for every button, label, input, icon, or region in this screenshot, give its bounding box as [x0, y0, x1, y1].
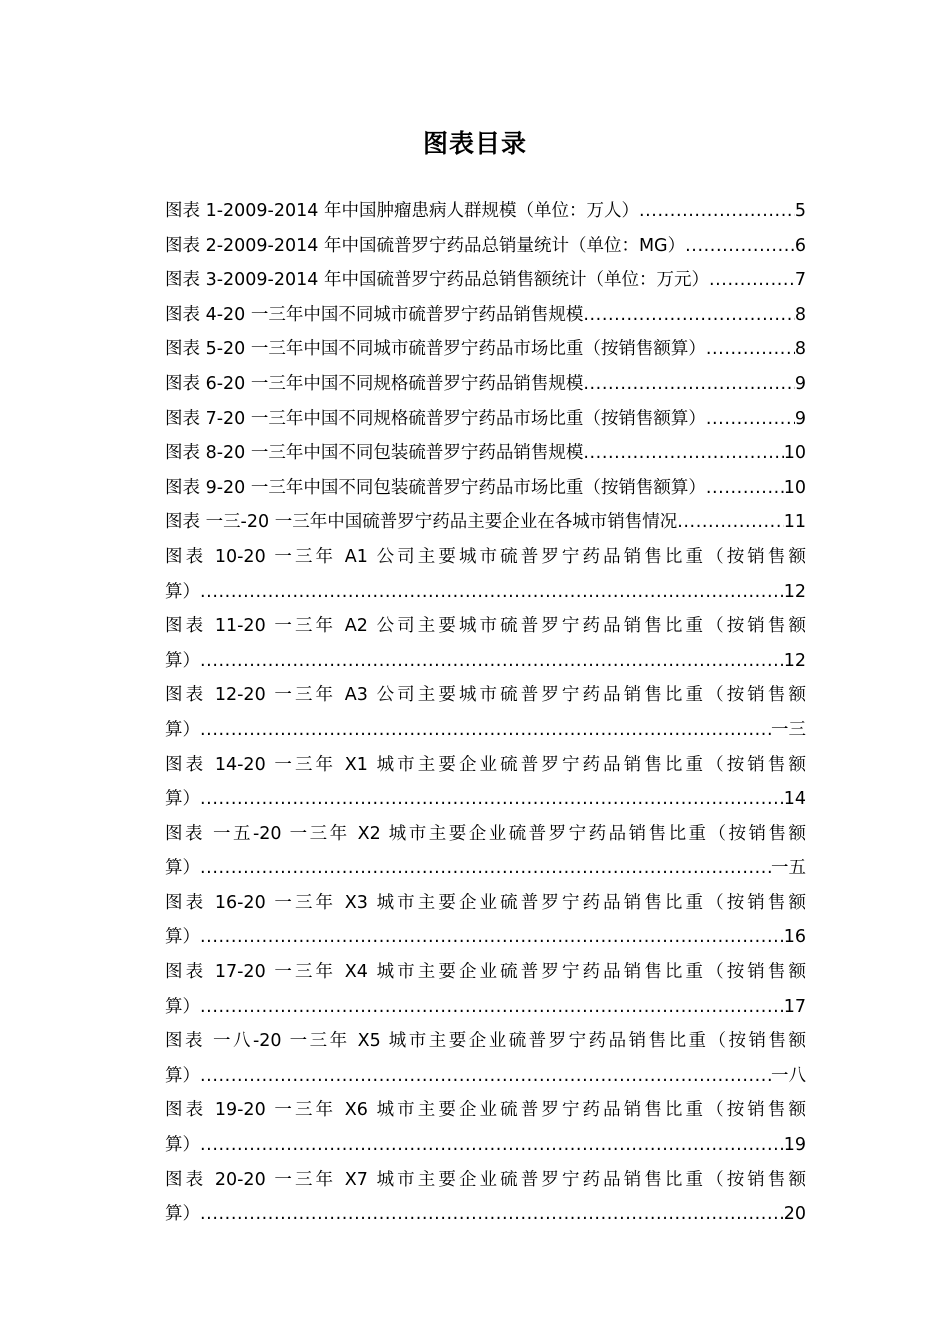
toc-entry-text: 图表 6-20 一三年中国不同规格硫普罗宁药品销售规模	[165, 373, 584, 394]
dot-leader	[200, 990, 784, 1025]
toc-entry-line[interactable]	[165, 1059, 806, 1094]
toc-page-number: 8	[794, 339, 806, 360]
toc-entry-continuation: 算）	[165, 1065, 200, 1086]
toc-entry-text: 图表 12-20 一三年 A3 公司主要城市硫普罗宁药品销售比重（按销售额	[165, 685, 806, 706]
toc-entry-line[interactable]	[165, 1024, 806, 1059]
toc-entry-text: 图表 14-20 一三年 X1 城市主要企业硫普罗宁药品销售比重（按销售额	[165, 754, 806, 775]
toc-page-number: 一八	[771, 1065, 806, 1086]
toc-entry-text: 图表 7-20 一三年中国不同规格硫普罗宁药品市场比重（按销售额算）	[165, 408, 706, 429]
page-title: 图表目录	[422, 129, 527, 158]
dot-leader	[677, 505, 784, 540]
toc-page-number: 8	[794, 304, 806, 325]
dot-leader	[200, 575, 784, 610]
toc-entry-line[interactable]	[165, 1163, 806, 1198]
toc-page-number: 10	[783, 477, 806, 498]
toc-entry-continuation: 算）	[165, 719, 200, 740]
toc-entry-text: 图表 一八-20 一三年 X5 城市主要企业硫普罗宁药品销售比重（按销售额	[165, 1031, 806, 1052]
toc-page-number: 一五	[771, 858, 806, 879]
toc-entry-continuation: 算）	[165, 650, 200, 671]
dot-leader	[583, 436, 783, 471]
toc-entry-text: 图表 8-20 一三年中国不同包装硫普罗宁药品销售规模	[165, 443, 584, 464]
toc-entry-text: 图表 16-20 一三年 X3 城市主要企业硫普罗宁药品销售比重（按销售额	[165, 892, 806, 913]
toc-page-number: 12	[783, 650, 806, 671]
toc-entry-text: 图表 4-20 一三年中国不同城市硫普罗宁药品销售规模	[165, 304, 584, 325]
dot-leader	[200, 1128, 784, 1163]
toc-entry-line[interactable]	[165, 748, 806, 783]
toc-entry-continuation: 算）	[165, 1204, 200, 1225]
toc-entry-continuation: 算）	[165, 927, 200, 948]
toc-page-number: 10	[783, 443, 806, 464]
toc-entry[interactable]	[165, 367, 806, 402]
toc-entry[interactable]	[165, 332, 806, 367]
toc-page-number: 19	[783, 1135, 806, 1156]
dot-leader	[200, 713, 771, 748]
dot-leader	[200, 1197, 784, 1232]
toc-page-number: 20	[783, 1204, 806, 1225]
toc-page-number: 一三	[771, 719, 806, 740]
toc-entry[interactable]	[165, 194, 806, 229]
dot-leader	[706, 402, 795, 437]
dot-leader	[200, 851, 771, 886]
toc-entry[interactable]	[165, 505, 806, 540]
toc-entry-line[interactable]	[165, 851, 806, 886]
toc-entry-text: 图表 9-20 一三年中国不同包装硫普罗宁药品市场比重（按销售额算）	[165, 477, 706, 498]
toc-entry-line[interactable]	[165, 1093, 806, 1128]
toc-entry-text: 图表 20-20 一三年 X7 城市主要企业硫普罗宁药品销售比重（按销售额	[165, 1169, 806, 1190]
toc-entry-continuation: 算）	[165, 858, 200, 879]
dot-leader	[200, 644, 784, 679]
dot-leader	[709, 263, 795, 298]
toc-entry-line[interactable]	[165, 713, 806, 748]
toc-page-number: 5	[794, 201, 806, 221]
dot-leader	[200, 1059, 771, 1094]
toc-entry-text: 图表 3-2009-2014 年中国硫普罗宁药品总销售额统计（单位：万元）	[165, 270, 709, 291]
toc-entry-continuation: 算）	[165, 789, 200, 810]
toc-entry-text: 图表 2-2009-2014 年中国硫普罗宁药品总销量统计（单位：MG）	[165, 235, 686, 256]
toc-page-number: 12	[783, 581, 806, 602]
toc-entry-text: 图表 一五-20 一三年 X2 城市主要企业硫普罗宁药品销售比重（按销售额	[165, 823, 806, 844]
dot-leader	[639, 194, 795, 229]
toc-entry-line[interactable]	[165, 678, 806, 713]
toc-entry[interactable]	[165, 471, 806, 506]
toc-entry[interactable]	[165, 436, 806, 471]
toc-entry-text: 图表 1-2009-2014 年中国肿瘤患病人群规模（单位：万人）	[165, 201, 639, 221]
toc-entry[interactable]	[165, 298, 806, 333]
toc-entry-text: 图表 一三-20 一三年中国硫普罗宁药品主要企业在各城市销售情况	[165, 512, 678, 533]
dot-leader	[583, 298, 795, 333]
toc-entry[interactable]	[165, 402, 806, 437]
toc-entry-line[interactable]	[165, 817, 806, 852]
toc-entry-text: 图表 5-20 一三年中国不同城市硫普罗宁药品市场比重（按销售额算）	[165, 339, 706, 360]
toc-page-number: 17	[783, 996, 806, 1017]
toc-entry-text: 图表 17-20 一三年 X4 城市主要企业硫普罗宁药品销售比重（按销售额	[165, 962, 806, 983]
toc-entry-line[interactable]	[165, 575, 806, 610]
toc-page-number: 16	[783, 927, 806, 948]
toc-page-number: 14	[783, 789, 806, 810]
dot-leader	[200, 782, 784, 817]
toc-entry-text: 图表 10-20 一三年 A1 公司主要城市硫普罗宁药品销售比重（按销售额	[165, 546, 806, 567]
toc-entry-line[interactable]	[165, 1197, 806, 1232]
toc-entry-line[interactable]	[165, 1128, 806, 1163]
dot-leader	[685, 229, 795, 264]
toc-entry[interactable]	[165, 229, 806, 264]
toc-entry-continuation: 算）	[165, 996, 200, 1017]
toc-page-number: 9	[794, 408, 806, 429]
toc-entry-text: 图表 19-20 一三年 X6 城市主要企业硫普罗宁药品销售比重（按销售额	[165, 1100, 806, 1121]
dot-leader	[706, 471, 784, 506]
toc-entry-line[interactable]	[165, 886, 806, 921]
toc-entry-line[interactable]	[165, 920, 806, 955]
toc-page-number: 7	[794, 270, 806, 291]
toc-entry-line[interactable]	[165, 644, 806, 679]
dot-leader	[706, 332, 795, 367]
toc-entry-line[interactable]	[165, 955, 806, 990]
dot-leader	[583, 367, 795, 402]
toc-entry-continuation: 算）	[165, 581, 200, 602]
toc-entry[interactable]	[165, 263, 806, 298]
toc-entry-line[interactable]	[165, 990, 806, 1025]
toc-entry-line[interactable]	[165, 540, 806, 575]
toc-page-number: 6	[794, 235, 806, 256]
toc-page-number: 9	[794, 373, 806, 394]
toc-entry-line[interactable]	[165, 782, 806, 817]
toc-page-number: 11	[783, 512, 806, 533]
table-of-figures	[165, 194, 806, 1232]
toc-entry-text: 图表 11-20 一三年 A2 公司主要城市硫普罗宁药品销售比重（按销售额	[165, 616, 806, 637]
toc-entry-line[interactable]	[165, 609, 806, 644]
toc-entry-continuation: 算）	[165, 1135, 200, 1156]
dot-leader	[200, 920, 784, 955]
